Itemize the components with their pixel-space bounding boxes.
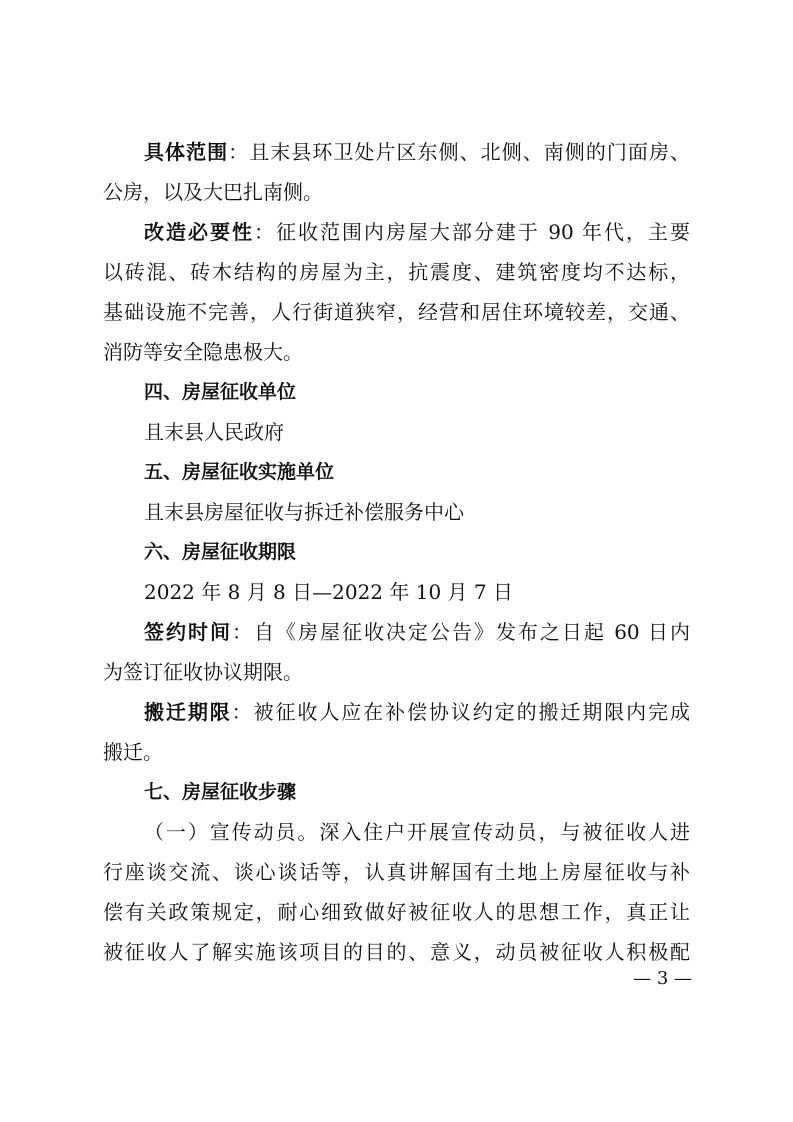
section-7-line-2: 行座谈交流、谈心谈话等，认真讲解国有土地上房屋征收与补 (103, 860, 690, 884)
section-5-text: 且末县房屋征收与拆迁补偿服务中心 (144, 500, 464, 524)
section-5-heading: 五、房屋征收实施单位 (144, 461, 335, 483)
sign-time-line-1 (103, 612, 690, 652)
page-number: — 3 — (633, 968, 692, 989)
scope-line-1 (103, 132, 690, 172)
necessity-line-4: 消防等安全隐患极大。 (103, 340, 303, 364)
move-time-label: 搬迁期限 (144, 700, 232, 724)
sign-time-label: 签约时间 (144, 620, 232, 644)
sign-time-text-1: ：自《房屋征收决定公告》发布之日起 60 日内 (231, 620, 691, 644)
scope-text-1: ：且末县环卫处片区东侧、北侧、南侧的门面房、 (228, 140, 691, 164)
scope-line-2: 公房，以及大巴扎南侧。 (103, 180, 323, 204)
sign-time-line-2: 为签订征收协议期限。 (103, 660, 303, 684)
necessity-label: 改造必要性 (144, 220, 254, 244)
section-7-line-4: 被征收人了解实施该项目的目的、意义，动员被征收人积极配 (103, 940, 690, 964)
move-time-text-1: ：被征收人应在补偿协议约定的搬迁期限内完成 (231, 700, 691, 724)
necessity-line-2: 以砖混、砖木结构的房屋为主，抗震度、建筑密度均不达标， (103, 260, 690, 284)
section-6-heading: 六、房屋征收期限 (144, 541, 297, 563)
section-7-heading: 七、房屋征收步骤 (144, 781, 297, 803)
necessity-line-3: 基础设施不完善，人行街道狭窄，经营和居住环境较差，交通、 (103, 300, 690, 324)
move-time-line-2: 搬迁。 (103, 740, 163, 764)
section-6-text: 2022 年 8 月 8 日—2022 年 10 月 7 日 (144, 580, 513, 604)
section-7-line-1: （一）宣传动员。深入住户开展宣传动员，与被征收人进 (144, 820, 690, 844)
section-4-text: 且末县人民政府 (144, 420, 284, 444)
necessity-text-1: ：征收范围内房屋大部分建于 90 年代，主要 (253, 220, 690, 244)
section-7-line-3: 偿有关政策规定，耐心细致做好被征收人的思想工作，真正让 (103, 900, 690, 924)
document-page (103, 132, 690, 972)
section-4-heading: 四、房屋征收单位 (144, 381, 297, 403)
move-time-line-1 (103, 692, 690, 732)
necessity-line-1 (103, 212, 690, 252)
scope-label: 具体范围 (144, 140, 229, 164)
